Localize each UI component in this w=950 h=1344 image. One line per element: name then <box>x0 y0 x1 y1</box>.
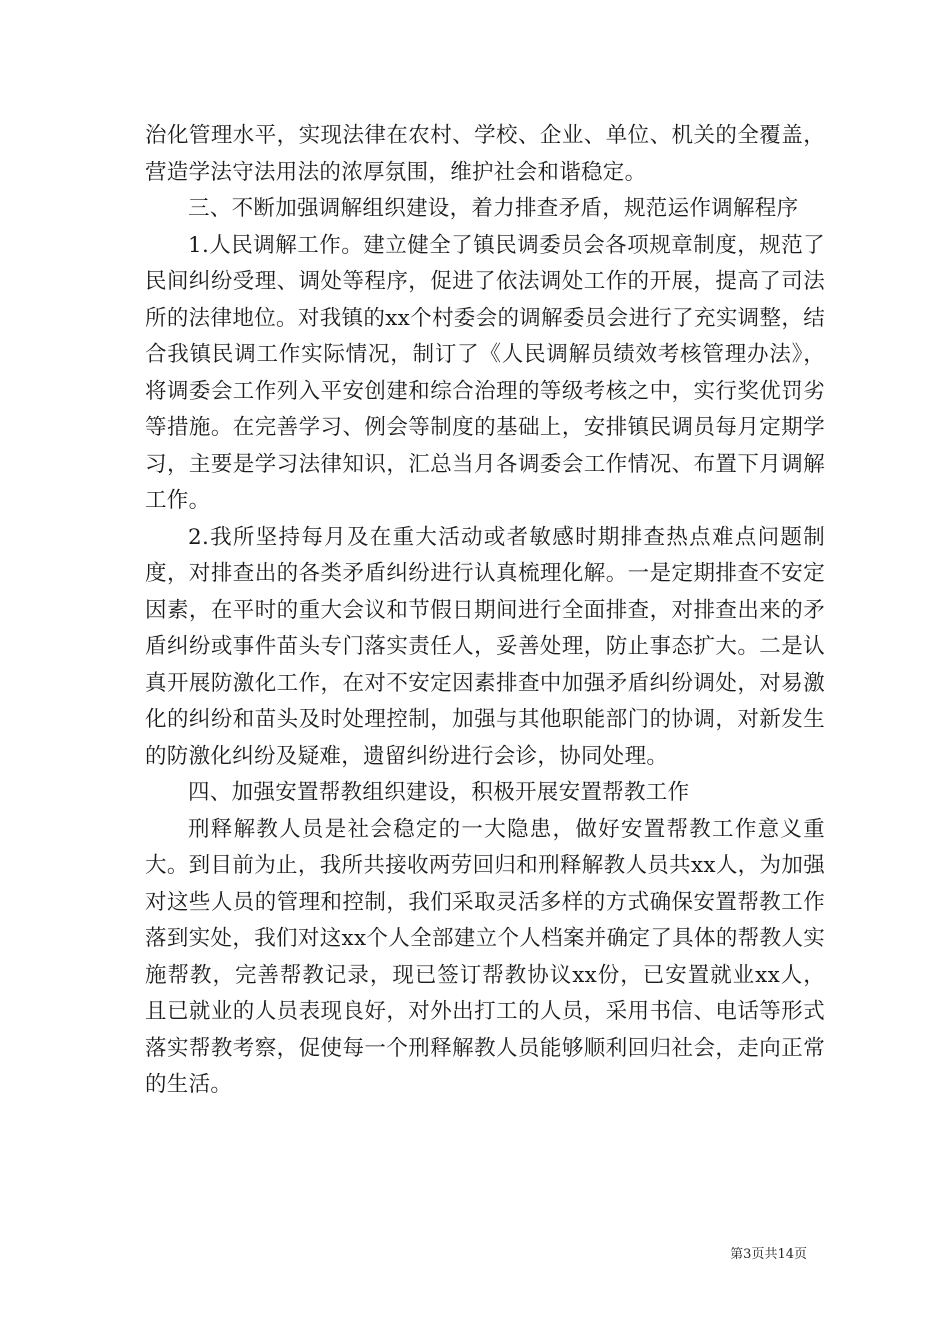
paragraph-people-mediation: 1.人民调解工作。建立健全了镇民调委员会各项规章制度，规范了民间纠纷受理、调处等程序，促进了依法调处工作的开展，提高了司法所的法律地位。对我镇的xx个村委会的调解委员会进行了充实调整，结合我镇民调工作实际情况，制订了《人民调解员绩效考核管理办法》，将调委会工作列入平安创建和综合治理的等级考核之中，实行奖优罚劣等措施。在完善学习、例会等制度的基础上，安排镇民调员每月定期学习，主要是学习法律知识，汇总当月各调委会工作情况、布置下月调解工作。 <box>145 232 825 513</box>
document-body <box>145 118 825 1104</box>
section-heading-four: 四、加强安置帮教组织建设，积极开展安置帮教工作 <box>188 780 690 805</box>
paragraph-continuation: 治化管理水平，实现法律在农村、学校、企业、单位、机关的全覆盖，营造学法守法用法的浓厚氛围，维护社会和谐稳定。 <box>145 123 825 185</box>
paragraph-dispute-screening: 2.我所坚持每月及在重大活动或者敏感时期排查热点难点问题制度，对排查出的各类矛盾纠纷进行认真梳理化解。一是定期排查不安定因素，在平时的重大会议和节假日期间进行全面排查，对排查出来的矛盾纠纷或事件苗头专门落实责任人，妥善处理，防止事态扩大。二是认真开展防激化工作，在对不安定因素排查中加强矛盾纠纷调处，对易激化的纠纷和苗头及时处理控制，加强与其他职能部门的协调，对新发生的防激化纠纷及疑难，遗留纠纷进行会诊，协同处理。 <box>145 524 825 769</box>
paragraph-resettlement-assistance: 刑释解教人员是社会稳定的一大隐患，做好安置帮教工作意义重大。到目前为止，我所共接收两劳回归和刑释解教人员共xx人，为加强对这些人员的管理和控制，我们采取灵活多样的方式确保安置帮教工作落到实处，我们对这xx个人全部建立个人档案并确定了具体的帮教人实施帮教，完善帮教记录，现已签订帮教协议xx份，已安置就业xx人，且已就业的人员表现良好，对外出打工的人员，采用书信、电话等形式落实帮教考察，促使每一个刑释解教人员能够顺利回归社会，走向正常的生活。 <box>145 816 825 1097</box>
page-number: 第3页共14页 <box>730 1247 807 1262</box>
section-heading-three: 三、不断加强调解组织建设，着力排查矛盾，规范运作调解程序 <box>188 196 799 221</box>
